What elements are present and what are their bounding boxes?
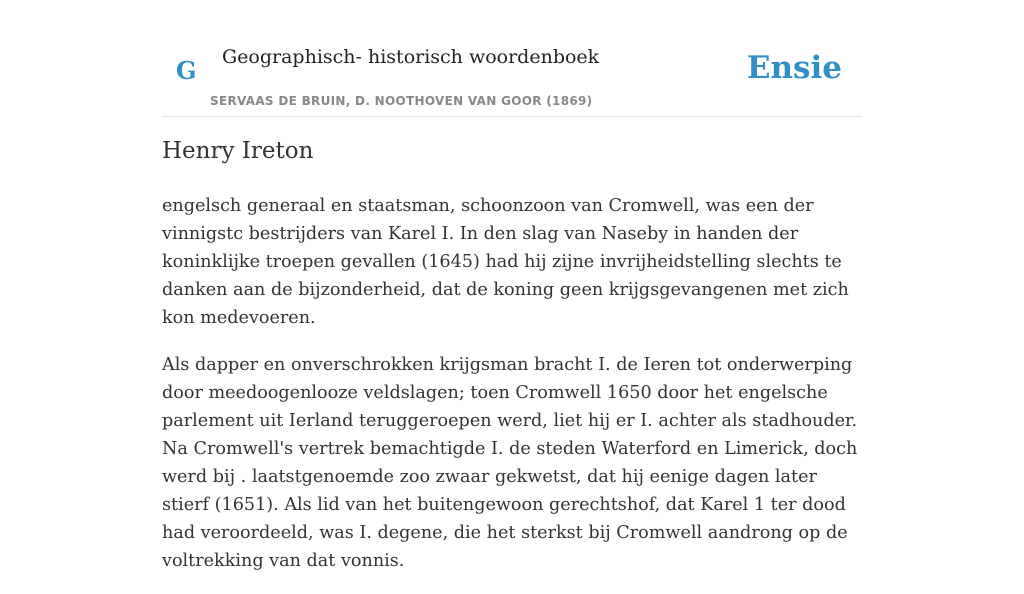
book-logo-icon[interactable]: G [176, 56, 197, 85]
entry-paragraph: engelsch generaal en staatsman, schoonzoon van Cromwell, was een der vinnigstc bestrijders van Karel I. In den slag van Naseby in handen der koninklijke troepen gevallen (1645) had hij zijne invrijheidstelling slechts te danken aan de bijzonderheid, dat de koning geen krijgsgevangenen met zich kon medevoeren. [162, 196, 849, 328]
book-title[interactable]: Geographisch- historisch woordenboek [222, 46, 600, 68]
header [162, 0, 862, 117]
page [162, 0, 862, 571]
brand-logo[interactable]: Ensie [746, 50, 842, 86]
book-authors: SERVAAS DE BRUIN, D. NOOTHOVEN VAN GOOR (1869) [210, 94, 593, 108]
entry-body [162, 192, 862, 594]
entry-title: Henry Ireton [162, 138, 314, 164]
entry-paragraph: Als dapper en onverschrokken krijgsman bracht I. de Ieren tot onderwerping door meedoogenlooze veldslagen; toen Cromwell 1650 door het engelsche parlement uit Ierland teruggeroepen werd, liet hij er I. achter als stadhouder. Na Cromwell's vertrek bemachtigde I. de steden Waterford en Limerick, doch werd bij . laatstgenoemde zoo zwaar gekwetst, dat hij eenige dagen later stierf (1651). Als lid van het buitengewoon gerechtshof, dat Karel 1 ter dood had veroordeeld, was I. degene, die het sterkst bij Cromwell aandrong op de voltrekking van dat vonnis. [162, 355, 858, 571]
